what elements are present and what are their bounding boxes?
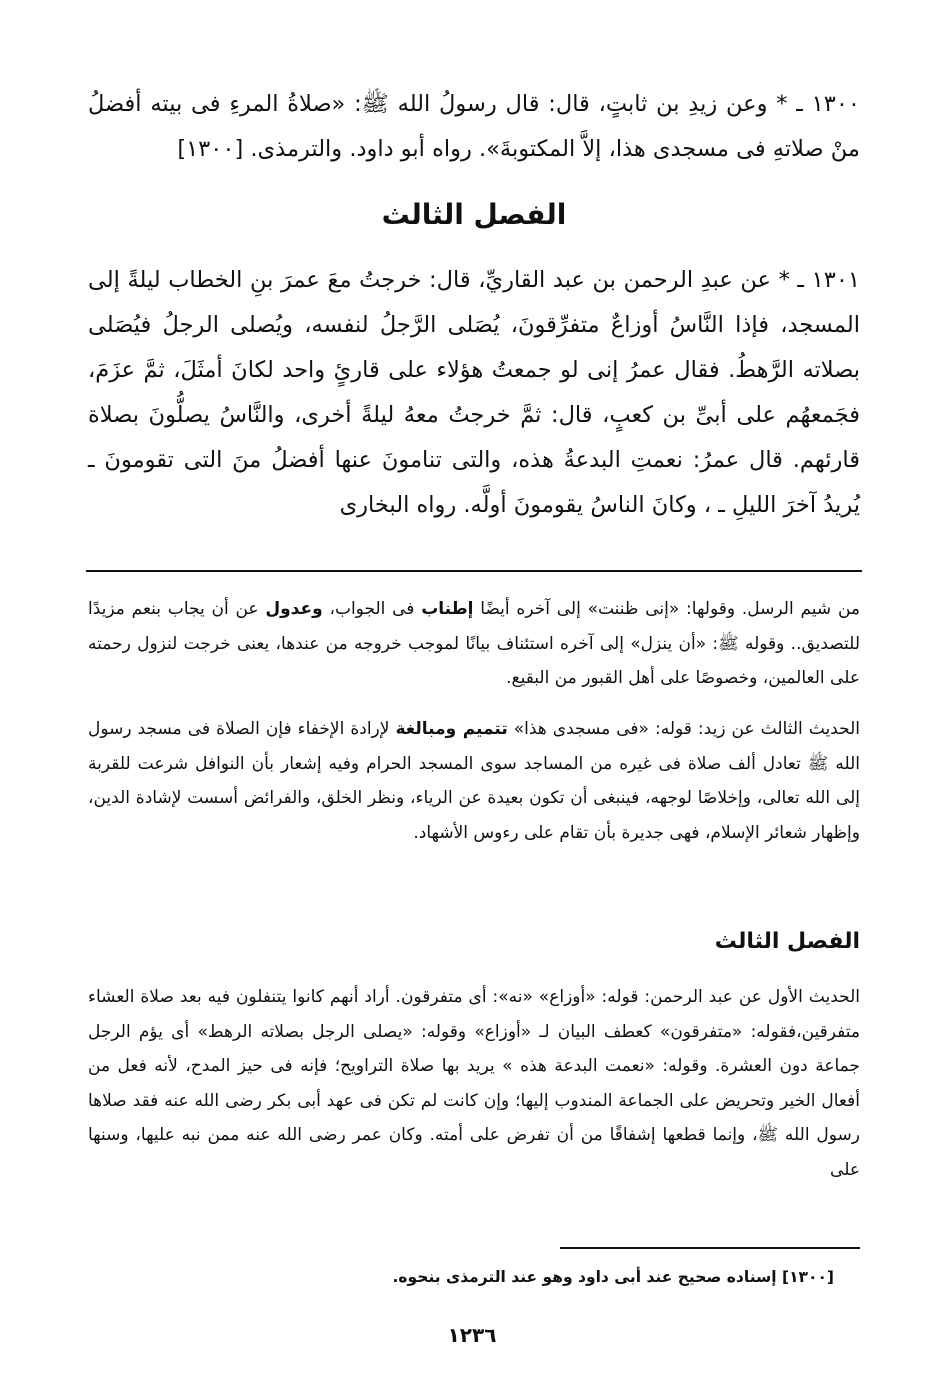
section-heading-commentary: الفصل الثالث bbox=[714, 929, 860, 954]
commentary-text: لإرادة الإخفاء فإن الصلاة فى مسجد رسول الله ﷺ تعادل ألف صلاة فى غيره من المساجد سوى المسجد الحرام وفيه إشعار بأن النوافل شرعت للقربة إلى الله تعالى، وإخلاصًا لوجهه، فينبغى أن تكون بعيدة عن الرياء، ونظر الخلق، والفرائض أسست لإشادة الدين، وإظهار شعائر الإسلام، فهى جديرة بأن تقام على رءوس الأشهاد. bbox=[88, 719, 860, 843]
section-heading-main: الفصل الثالث bbox=[381, 198, 567, 231]
commentary-bold-term: إطناب bbox=[421, 599, 474, 619]
commentary-bold-term: تتميم ومبالغة bbox=[395, 719, 508, 739]
hadith-1301: ١٣٠١ ـ * عن عبدِ الرحمن بن عبد القاريِّ، قال: خرجتُ معَ عمرَ بنِ الخطاب ليلةً إلى المسجد، فإذا النَّاسُ أوزاعٌ متفرِّقونَ، يُصَلى الرَّجلُ لنفسه، ويُصلى الرجلُ فيُصَلى بصلاته الرَّهطُ. فقال عمرُ إنى لو جمعتُ هؤلاء على قارئٍ واحد لكانَ أمثَلَ، ثمَّ عزَمَ، فجَمعهُم على أبىِّ بن كعبٍ، قال: ثمَّ خرجتُ معهُ ليلةً أخرى، والنَّاسُ يصلُّونَ بصلاة قارئهم. قال عمرُ: نعمتِ البدعةُ هذه، والتى تنامونَ عنها أفضلُ منَ التى تقومونَ ـ يُريدُ آخرَ الليلِ ـ ، وكانَ الناسُ يقومونَ أولَّه. رواه البخارى bbox=[88, 267, 860, 518]
footnote: [١٣٠٠] إسناده صحيح عند أبى داود وهو عند الترمذى بنحوه. bbox=[392, 1268, 834, 1286]
commentary-text: من شيم الرسل. وقولها: «إنى ظننت» إلى آخره أيضًا bbox=[473, 599, 860, 619]
page-number: ١٢٣٦ bbox=[447, 1323, 497, 1347]
commentary-bold-term: وعدول bbox=[265, 599, 323, 619]
commentary-paragraph bbox=[88, 592, 860, 696]
commentary-block-3 bbox=[88, 980, 860, 1187]
hadith-text-block-2 bbox=[88, 258, 860, 528]
commentary-block-2 bbox=[88, 712, 860, 850]
commentary-text: الحديث الثالث عن زيد: قوله: «فى مسجدى هذا» bbox=[507, 719, 860, 739]
divider-rule bbox=[86, 570, 862, 572]
commentary-paragraph bbox=[88, 712, 860, 850]
footnote-rule bbox=[560, 1247, 860, 1249]
commentary-block-1 bbox=[88, 592, 860, 696]
hadith-1300: ١٣٠٠ ـ * وعن زيدِ بن ثابتٍ، قال: قال رسولُ الله ﷺ: «صلاةُ المرءِ فى بيته أفضلُ منْ صلاتهِ فى مسجدى هذا، إلاَّ المكتوبةَ». رواه أبو داود. والترمذى. [١٣٠٠] bbox=[88, 91, 860, 162]
commentary-text: عن أن يجاب بنعم مزيدًا للتصديق.. وقوله ﷺ: «أن ينزل» إلى آخره استئناف بيانًا لموجب خروجه من عندها، يعنى خرجت لنزول رحمته على العالمين، وخصوصًا على أهل القبور من البقيع. bbox=[88, 599, 860, 688]
commentary-paragraph: الحديث الأول عن عبد الرحمن: قوله: «أوزاع» «نه»: أى متفرقون. أراد أنهم كانوا يتنفلون فيه بعد صلاة العشاء متفرقين،فقوله: «متفرقون» كعطف البيان لـ «أوزاع» وقوله: «يصلى الرجل بصلاته الرهط» أى يؤم الرجل جماعة دون العشرة. وقوله: «نعمت البدعة هذه » يريد بها صلاة التراويح؛ فإنه فى حيز المدح، لأنه فعل من أفعال الخير وتحريض على الجماعة المندوب إليها؛ وإن كانت لم تكن فى عهد أبى بكر رضى الله عنه فقد صلاها رسول الله ﷺ، وإنما قطعها إشفاقًا من أن تفرض على أمته. وكان عمر رضى الله عنه ممن نبه عليها، وسنها على bbox=[88, 987, 860, 1180]
commentary-text: فى الجواب، bbox=[322, 599, 422, 619]
hadith-text-block bbox=[88, 82, 860, 172]
